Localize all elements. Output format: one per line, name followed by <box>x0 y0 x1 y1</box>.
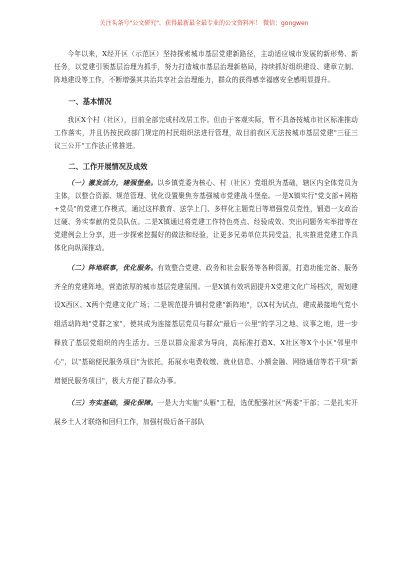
subheading-1: （一）激发活力，建强堡垒。 <box>67 179 158 188</box>
work-paragraph-2-body: 有效整合党建、政务和社会服务等各种资源，打造功能完备、服务齐全的党建阵地，营造浓厚的城市基层党建氛围。一是X镇有效巩固提升X党建文化广场档次，规划建设X西区、X两个党建文化广场；二是规范提升镇村党建"新阵地"，以X村为试点，建成最接地气党小组活动阵地"党群之家"，使其成为连接基层党员与群众"最后一公里"的学习之地、议事之地，进一步释放了基层党组织的内生活力。三是以群众需求为导向，高标准打造X、X社区等X个小区"邻里中心"，以"基础便民服务项目"为依托，拓展水电费收缴、就业信息、小额金融、网络通信等若干项"新增便民服务项目"，极大方便了群众办事。 <box>54 263 358 385</box>
intro-paragraph: 今年以来，X经开区（示范区）坚持探索城市基层党建新路径，主动适应城市发展的新形势、新任务，以党建引领基层治理为抓手，努力打造城市基层治理新格局，持续抓好组织建设、建章立制、阵地建设等工作，不断增强其共治共享社会治理能力，群众的获得感幸福感安全感明显提升。 <box>54 50 358 84</box>
basic-paragraph: 我区X个村（社区），目前全部完成村改居工作。但由于客观实际，暂不具备按城市社区标准推动工作落实，并且仍按民政部门规定的村民组织法进行管理，故目前我区无法按城市基层党建"三征三议三公开"工作法正常推进。 <box>54 115 358 150</box>
section-heading-work: 二、工作开展情况及成效 <box>68 162 148 172</box>
work-paragraph-2 <box>54 259 358 391</box>
work-paragraph-1-body: 以乡镇党委为核心、村（社区）党组织为基础，辖区内全体党员为主体，以整合资源、规范管理、优化设置聚焦夯基强城市党建战斗堡垒。一是X镇实行"党支部+网格+党员"的党建工作模式，通过这样教育、送学上门、多样化主题党日等增强党员党性，锻造一支政治过硬、务实奉献的党员队伍。二是X镇通过将党建工作特色亮点、经验成效、突出问题务实举措等在党建例会上分享，进一步探索挖掘好的做法和经验，让更多兄弟单位共同受益，扎实推进党建工作具体化向纵深推动。 <box>54 179 358 252</box>
document-body <box>54 44 358 432</box>
work-paragraph-3 <box>54 394 358 432</box>
promo-banner: 关注头条号"公文研究"，获得最新最全最专业的公文资料库！ 微信：gongwen <box>99 20 309 27</box>
subheading-3: （三）夯实基础，强化保障。 <box>67 399 158 408</box>
work-paragraph-1 <box>54 177 358 254</box>
work-paragraph-3-body: 一是大力实施"头雁"工程，选优配强社区"两委"干部；二是扎实开展乡土人才联络和回归工作，加强村级后备干部队 <box>54 399 359 427</box>
subheading-2: （二）阵地联事，优化服务。 <box>67 263 158 272</box>
section-heading-basic: 一、基本情况 <box>68 96 112 106</box>
